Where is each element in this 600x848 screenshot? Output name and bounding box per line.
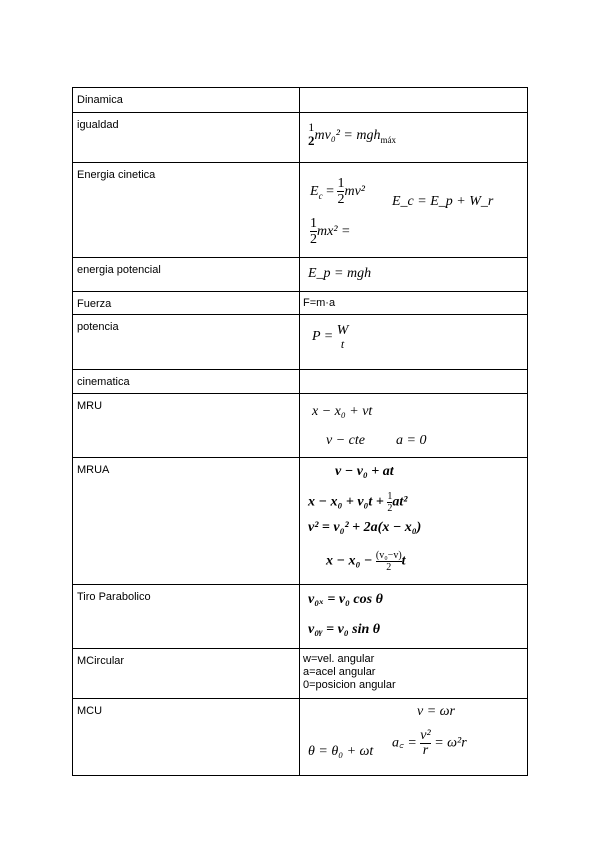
cell-igualdad bbox=[300, 113, 528, 163]
cell-cinematica bbox=[300, 370, 528, 394]
formula-mrua-avg: x − x₀ − $\frac{\text{(v₀−v)}}{2}$ t bbox=[326, 550, 406, 573]
label-energia-potencial: energia potencial bbox=[73, 258, 300, 292]
label-mcircular: MCircular bbox=[73, 649, 300, 699]
def-a: a=acel angular bbox=[303, 666, 376, 679]
row-fuerza bbox=[73, 292, 528, 315]
formula-mrua-torricelli: v² = v₀² + 2a(x − x₀) bbox=[308, 520, 422, 535]
formula-mcu-velocity: v = ωr bbox=[417, 704, 455, 719]
cell-potencia bbox=[300, 315, 528, 370]
formula-ec-work: E_c = E_p + W_r bbox=[392, 194, 494, 209]
cell-mru bbox=[300, 394, 528, 458]
row-energia-cinetica bbox=[73, 163, 528, 258]
formula-ep: E_p = mgh bbox=[308, 266, 372, 281]
formula-fuerza: F=m·a bbox=[303, 297, 336, 309]
label-igualdad: igualdad bbox=[73, 113, 300, 163]
formula-v0x: v₀ₓ = v₀ cos θ bbox=[308, 592, 383, 607]
formula-ec-partial: $\frac{1}{2}$ mx² = bbox=[310, 216, 351, 248]
cell-dinamica bbox=[300, 88, 528, 113]
label-dinamica: Dinamica bbox=[73, 88, 300, 113]
formula-potencia: P = W t bbox=[312, 323, 349, 351]
formula-igualdad: 1 2mv₀² = mgh$_{máx}$ bbox=[308, 120, 396, 149]
row-energia-potencial bbox=[73, 258, 528, 292]
cell-energia-cinetica bbox=[300, 163, 528, 258]
label-mcu: MCU bbox=[73, 699, 300, 776]
formula-mcu-centripetal: a꜀ = $\frac{\text{v²}}{r}$ = ω²r bbox=[392, 728, 467, 758]
cell-mcircular bbox=[300, 649, 528, 699]
formula-mru-velocity: v − cte bbox=[326, 433, 365, 448]
label-energia-cinetica: Energia cinetica bbox=[73, 163, 300, 258]
row-mcu bbox=[73, 699, 528, 776]
cell-mcu bbox=[300, 699, 528, 776]
row-mru bbox=[73, 394, 528, 458]
formula-ec-kinetic: $E_c$ = $\frac{1}{2}$ mv² bbox=[310, 176, 365, 208]
label-mru: MRU bbox=[73, 394, 300, 458]
cell-tiro-parabolico bbox=[300, 585, 528, 649]
formula-mru-position: x − x₀ + vt bbox=[312, 404, 373, 419]
formula-mru-accel: a = 0 bbox=[396, 433, 427, 448]
row-mcircular bbox=[73, 649, 528, 699]
def-theta: 0=posicion angular bbox=[303, 679, 396, 692]
row-cinematica bbox=[73, 370, 528, 394]
formula-mrua-position: x − x₀ + v₀t + $\frac{1}{2}$ at² bbox=[308, 491, 408, 514]
row-igualdad bbox=[73, 113, 528, 163]
label-fuerza: Fuerza bbox=[73, 292, 300, 315]
row-mrua bbox=[73, 458, 528, 585]
formula-table bbox=[72, 87, 528, 776]
cell-energia-potencial bbox=[300, 258, 528, 292]
formula-mcu-angle: θ = θ₀ + ωt bbox=[308, 744, 374, 759]
mcircular-definitions bbox=[303, 653, 396, 693]
label-cinematica: cinematica bbox=[73, 370, 300, 394]
def-w: w=vel. angular bbox=[303, 653, 375, 665]
label-potencia: potencia bbox=[73, 315, 300, 370]
formula-v0y: v₀ᵧ = v₀ sin θ bbox=[308, 622, 381, 637]
cell-fuerza bbox=[300, 292, 528, 315]
formula-mrua-velocity: v − v₀ + at bbox=[335, 464, 394, 479]
row-tiro-parabolico bbox=[73, 585, 528, 649]
cell-mrua bbox=[300, 458, 528, 585]
label-mrua: MRUA bbox=[73, 458, 300, 585]
row-potencia bbox=[73, 315, 528, 370]
row-dinamica bbox=[73, 88, 528, 113]
label-tiro-parabolico: Tiro Parabolico bbox=[73, 585, 300, 649]
